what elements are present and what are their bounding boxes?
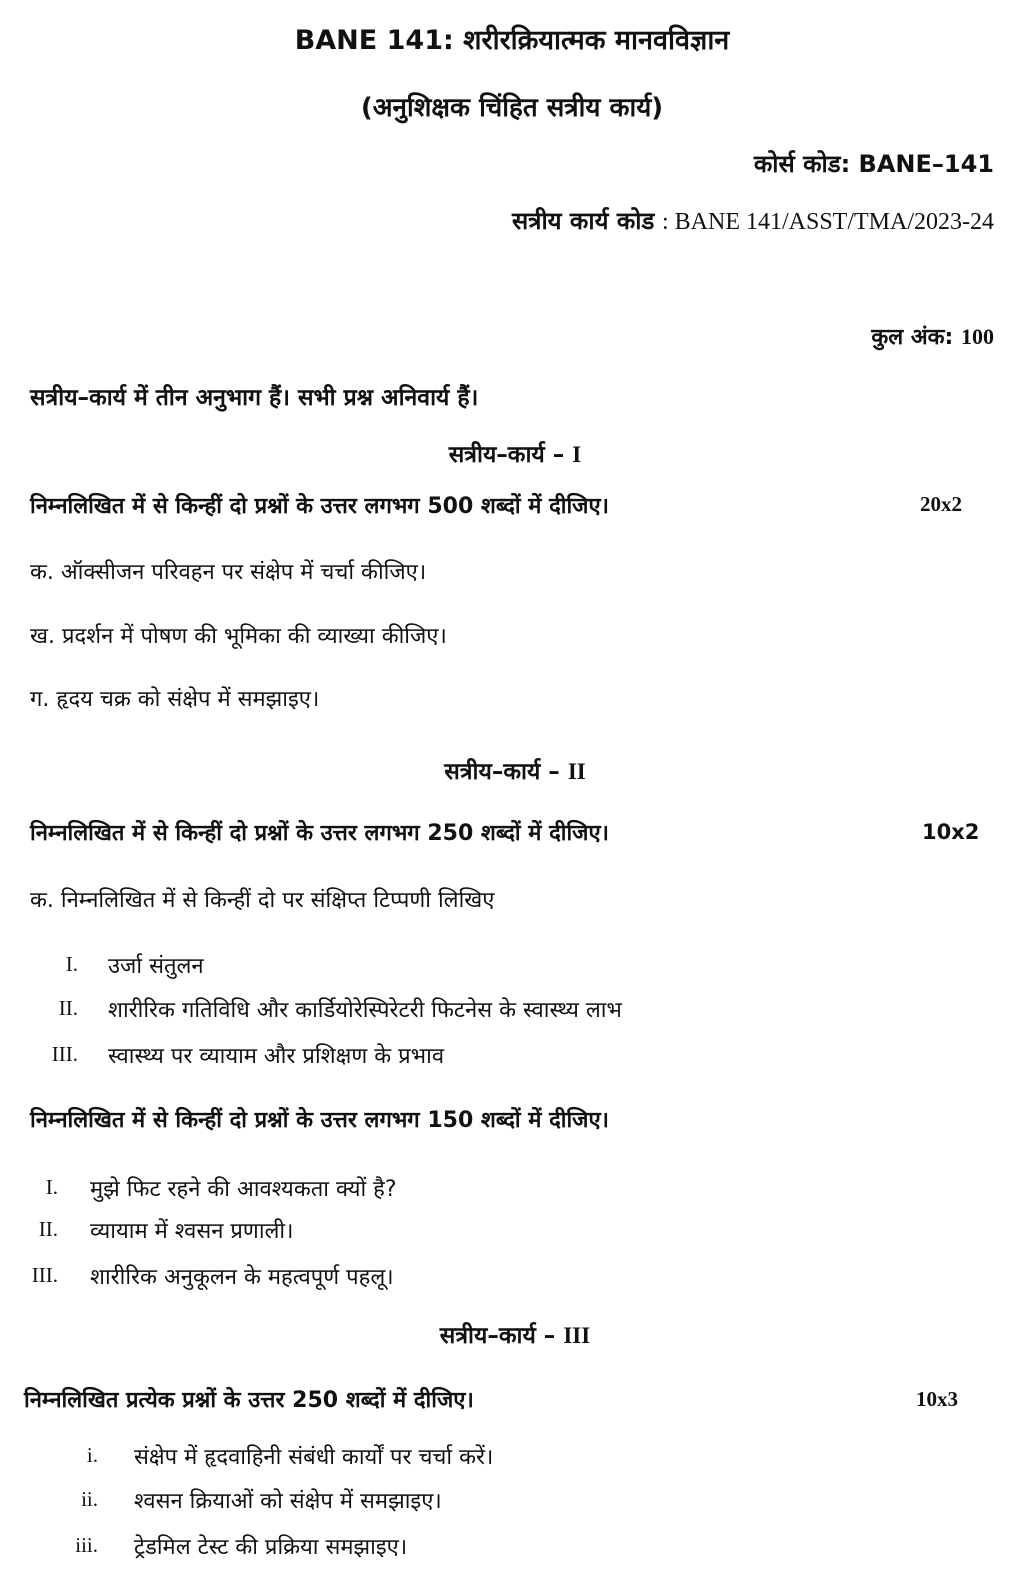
section-2-marks: 10x2 (922, 820, 980, 844)
section-3-marks: 10x3 (916, 1387, 958, 1411)
section-2-instruction-2: निम्नलिखित में से किन्हीं दो प्रश्नों के उत्तर लगभग 150 शब्दों में दीजिए। (30, 1108, 609, 1133)
assignment-code (512, 204, 994, 237)
section-1-heading-text: सत्रीय–कार्य – (448, 442, 565, 468)
short-question-number: III. (31, 1263, 58, 1287)
section-1-question-b: ख. प्रदर्शन में पोषण की भूमिका की व्याख्या कीजिए। (30, 624, 447, 649)
section-3-question-number: i. (86, 1443, 98, 1467)
section-2-heading-text: सत्रीय–कार्य – (444, 759, 560, 785)
note-item: उर्जा संतुलन (108, 954, 204, 979)
section-1-heading-num: I (572, 442, 582, 467)
page-title: BANE 141: शरीरक्रियात्मक मानवविज्ञान (294, 25, 730, 56)
total-marks (871, 321, 994, 351)
section-1-heading (0, 437, 1024, 469)
short-question-number: I. (45, 1175, 58, 1199)
section-3-question: श्वसन क्रियाओं को संक्षेप में समझाइए। (134, 1489, 442, 1514)
note-item: स्वास्थ्य पर व्यायाम और प्रशिक्षण के प्रभाव (108, 1044, 445, 1069)
section-1-question-a: क. ऑक्सीजन परिवहन पर संक्षेप में चर्चा कीजिए। (30, 560, 427, 585)
assignment-code-label: सत्रीय कार्य कोड (511, 207, 655, 235)
short-question: शारीरिक अनुकूलन के महत्वपूर्ण पहलू। (90, 1265, 394, 1290)
short-question: मुझे फिट रहने की आवश्यकता क्यों है? (90, 1177, 397, 1202)
section-3-question-number: iii. (75, 1533, 98, 1557)
assignment-code-value: : BANE 141/ASST/TMA/2023-24 (661, 209, 994, 235)
note-number: I. (65, 952, 78, 976)
section-2-heading-num: II (567, 759, 586, 784)
note-number: II. (58, 996, 78, 1020)
section-2-sub-question: क. निम्नलिखित में से किन्हीं दो पर संक्षिप्त टिप्पणी लिखिए (30, 888, 495, 913)
note-number: III. (51, 1042, 78, 1066)
section-3-heading (0, 1318, 1024, 1350)
section-3-question: ट्रेडमिल टेस्ट की प्रक्रिया समझाइए। (134, 1535, 408, 1560)
total-marks-label: कुल अंक: (871, 325, 954, 350)
section-3-heading-num: III (563, 1323, 591, 1348)
section-3-heading-text: सत्रीय–कार्य – (439, 1323, 556, 1349)
section-1-marks: 20x2 (920, 492, 962, 516)
intro-text: सत्रीय–कार्य में तीन अनुभाग हैं। सभी प्रश्न अनिवार्य हैं। (30, 385, 479, 411)
short-question: व्यायाम में श्वसन प्रणाली। (90, 1219, 294, 1244)
section-3-question-number: ii. (81, 1487, 98, 1511)
section-2-instruction: निम्नलिखित में से किन्हीं दो प्रश्नों के उत्तर लगभग 250 शब्दों में दीजिए। (30, 821, 609, 846)
course-code: कोर्स कोड: BANE–141 (753, 150, 994, 178)
section-1-instruction: निम्नलिखित में से किन्हीं दो प्रश्नों के उत्तर लगभग 500 शब्दों में दीजिए। (30, 494, 609, 519)
page-subtitle: (अनुशिक्षक चिंहित सत्रीय कार्य) (360, 93, 664, 123)
section-3-instruction: निम्नलिखित प्रत्येक प्रश्नों के उत्तर 250 शब्दों में दीजिए। (24, 1388, 474, 1413)
section-3-question: संक्षेप में हृदवाहिनी संबंधी कार्यों पर चर्चा करें। (134, 1445, 494, 1470)
short-question-number: II. (38, 1217, 58, 1241)
section-2-heading (0, 754, 1024, 786)
note-item: शारीरिक गतिविधि और कार्डियोरेस्पिरेटरी फिटनेस के स्वास्थ्य लाभ (108, 998, 622, 1023)
section-1-question-c: ग. हृदय चक्र को संक्षेप में समझाइए। (30, 687, 320, 712)
total-marks-value: 100 (961, 324, 994, 349)
